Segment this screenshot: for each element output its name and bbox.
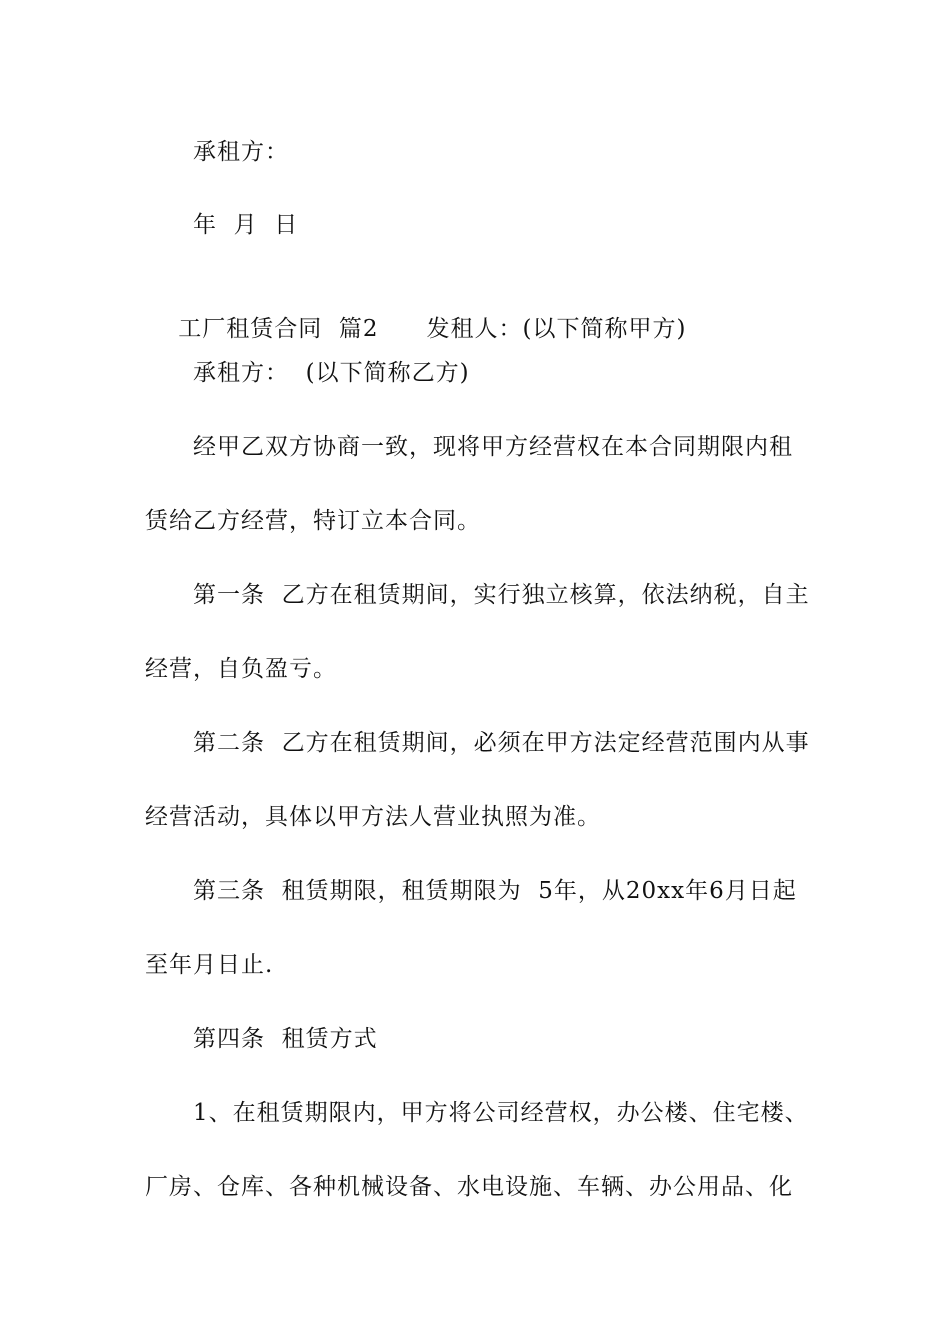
article-1-line-2: 经营，自负盈亏。 — [145, 656, 337, 682]
lessee-line: 承租方： (以下简称乙方) — [193, 360, 470, 386]
article-3-line-2: 至年月日止. — [145, 952, 274, 978]
date-line: 年 月 日 — [193, 212, 299, 238]
article-4-item-1-line-2: 厂房、仓库、各种机械设备、水电设施、车辆、办公用品、化 — [145, 1174, 793, 1200]
article-3-line-1: 第三条 租赁期限，租赁期限为 5年，从20xx年6月日起 — [193, 878, 797, 904]
contract-title: 工厂租赁合同 篇2 — [178, 316, 379, 342]
lessor-line: 发租人：(以下简称甲方) — [426, 316, 687, 342]
article-2-line-1: 第二条 乙方在租赁期间，必须在甲方法定经营范围内从事 — [193, 730, 810, 756]
paragraph-intro-1: 经甲乙双方协商一致，现将甲方经营权在本合同期限内租 — [193, 434, 793, 460]
article-4-item-1-line-1: 1、在租赁期限内，甲方将公司经营权，办公楼、住宅楼、 — [193, 1100, 809, 1126]
lessee-signature-line: 承租方： — [193, 139, 289, 165]
article-4-heading: 第四条 租赁方式 — [193, 1026, 378, 1052]
article-1-line-1: 第一条 乙方在租赁期间，实行独立核算，依法纳税，自主 — [193, 582, 810, 608]
paragraph-intro-2: 赁给乙方经营，特订立本合同。 — [145, 508, 481, 534]
article-2-line-2: 经营活动，具体以甲方法人营业执照为准。 — [145, 804, 601, 830]
